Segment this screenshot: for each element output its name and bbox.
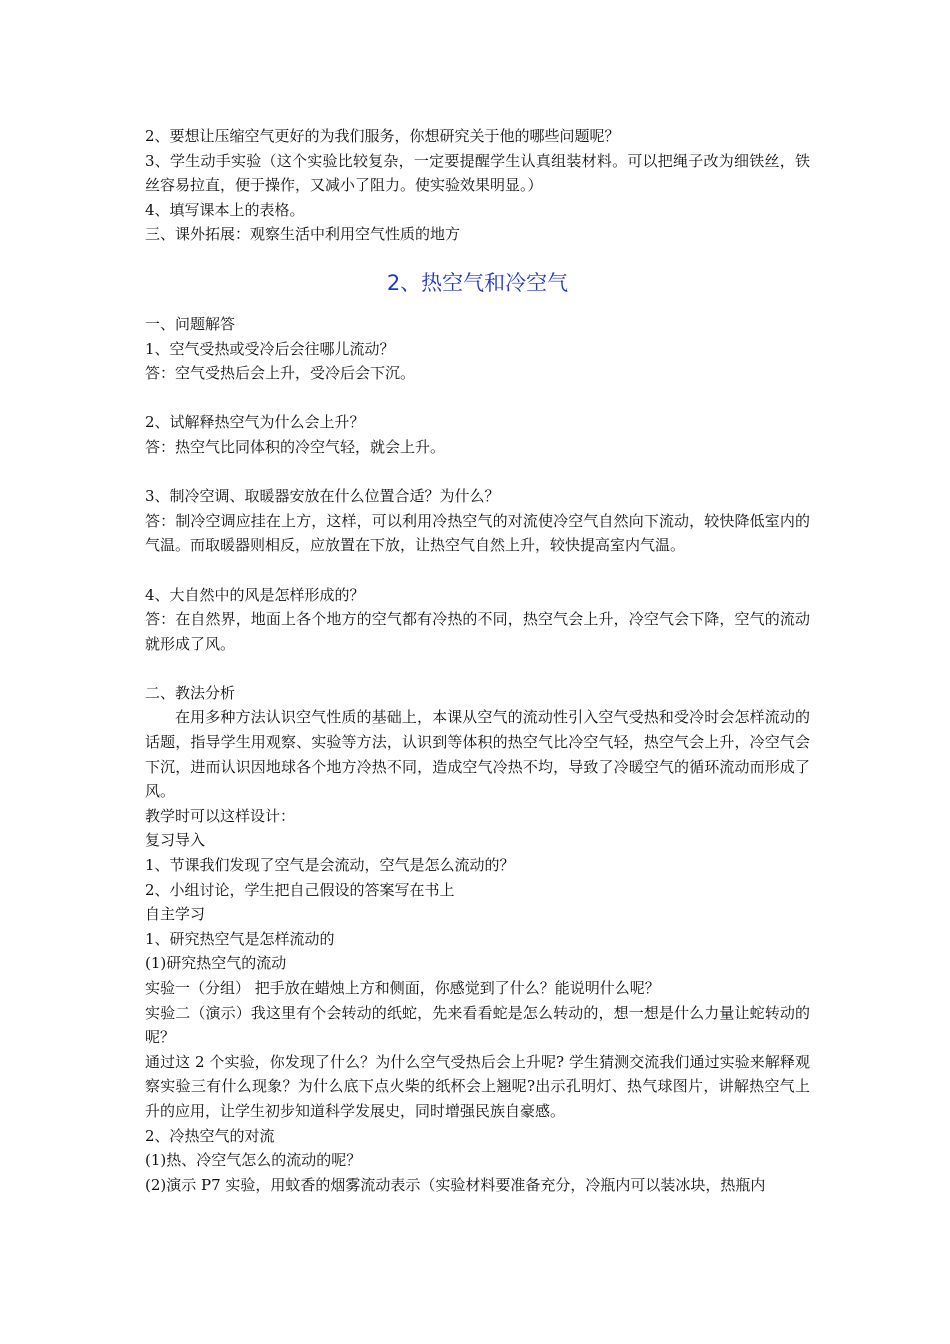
text-line: 2、要想让压缩空气更好的为我们服务，你想研究关于他的哪些问题呢？ [145, 127, 620, 145]
section-title: 2、热空气和冷空气 [386, 270, 569, 295]
text-line: 复习导入 [145, 831, 206, 850]
paragraph: 在用多种方法认识空气性质的基础上，本课从空气的流动性引入空气受热和受冷时会怎样流动的话题，指导学生用观察、实验等方法，认识到等体积的热空气比冷空气轻，热空气会上升，冷空气会下沉，进而认识因地球各个地方冷热不同，造成空气冷热不均，导致了冷暖空气的循环流动而形成了风。 [145, 708, 810, 801]
answer: 答：空气受热后会上升，受冷后会下沉。 [145, 364, 416, 383]
text-line: 1、研究热空气是怎样流动的 [145, 929, 335, 948]
answer: 答：热空气比同体积的冷空气轻，就会上升。 [145, 437, 446, 456]
text-line: 自主学习 [145, 905, 206, 924]
document-body [145, 124, 810, 1197]
paragraph: 通过这 2 个实验，你发现了什么？为什么空气受热后会上升呢? 学生猜测交流我们通过实验来解释观察实验三有什么现象？为什么底下点火柴的纸杯会上翘呢?出示孔明灯、热气球图片，讲解热空气上升的应用，让学生初步知道科学发展史，同时增强民族自豪感。 [145, 1052, 810, 1120]
text-line: (1)研究热空气的流动 [145, 954, 287, 973]
blank-line [145, 386, 810, 411]
text-line: 2、冷热空气的对流 [145, 1126, 275, 1145]
question: 1、空气受热或受冷后会往哪儿流动？ [145, 339, 395, 358]
section-heading: 一、问题解答 [145, 314, 236, 333]
question: 3、制冷空调、取暖器安放在什么位置合适？为什么？ [145, 487, 500, 506]
question: 4、大自然中的风是怎样形成的？ [145, 585, 365, 604]
text-line: (1)热、冷空气怎么的流动的呢？ [145, 1151, 362, 1170]
text-line: 教学时可以这样设计： [145, 806, 296, 825]
text-line: 实验一（分组） 把手放在蜡烛上方和侧面，你感觉到了什么？能说明什么呢？ [145, 979, 660, 997]
section-heading: 二、教法分析 [145, 683, 236, 702]
question: 2、试解释热空气为什么会上升？ [145, 413, 365, 432]
answer: 答：在自然界，地面上各个地方的空气都有冷热的不同，热空气会上升，冷空气会下降，空气的流动就形成了风。 [145, 610, 810, 653]
paragraph: 实验二（演示）我这里有个会转动的纸蛇，先来看看蛇是怎么转动的，想一想是什么力量让蛇转动的呢？ [145, 1003, 810, 1047]
paragraph: 3、学生动手实验（这个实验比较复杂，一定要提醒学生认真组装材料。可以把绳子改为细铁丝，铁丝容易拉直，便于操作，又减小了阻力。使实验效果明显。） [145, 151, 810, 195]
text-line: 1、节课我们发现了空气是会流动，空气是怎么流动的？ [145, 856, 515, 875]
blank-line [145, 558, 810, 583]
text-line: (2)演示 P7 实验，用蚊香的烟雾流动表示（实验材料要准备充分，冷瓶内可以装冰块，热瓶内 [145, 1175, 766, 1194]
text-line: 2、小组讨论，学生把自己假设的答案写在书上 [145, 880, 455, 899]
text-line: 4、填写课本上的表格。 [145, 200, 305, 219]
text-line: 三、课外拓展：观察生活中利用空气性质的地方 [145, 225, 461, 244]
blank-line [145, 656, 810, 681]
blank-line [145, 460, 810, 485]
answer: 答：制冷空调应挂在上方，这样，可以利用冷热空气的对流使冷空气自然向下流动，较快降低室内的气温。而取暖器则相反，应放置在下放，让热空气自然上升，较快提高室内气温。 [145, 511, 810, 555]
